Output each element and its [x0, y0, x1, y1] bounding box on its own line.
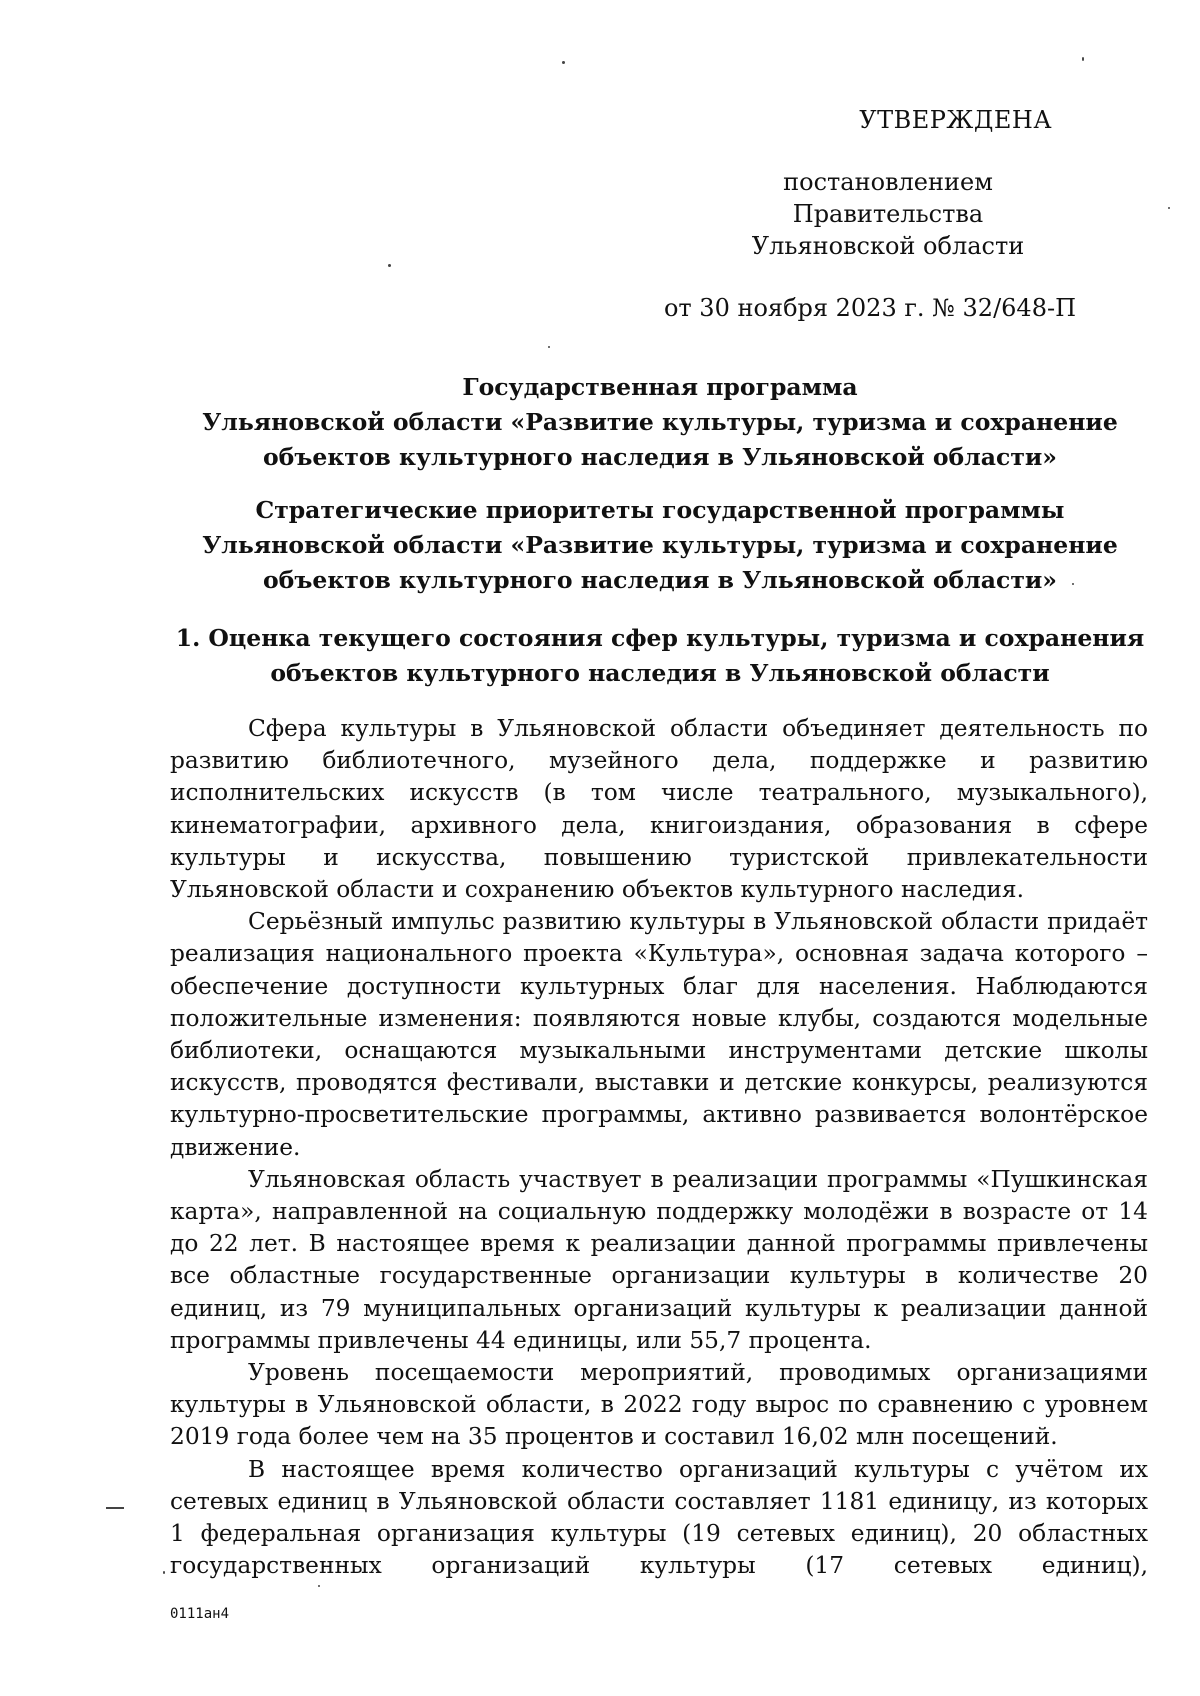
approval-heading: УТВЕРЖДЕНА — [859, 106, 1052, 134]
scan-speck — [318, 1585, 320, 1587]
approval-authority — [698, 166, 1078, 262]
scan-speck — [548, 346, 550, 348]
priorities-heading-line-1: Стратегические приоритеты государственной программы — [255, 496, 1065, 524]
program-title-line-3: объектов культурного наследия в Ульяновской области» — [263, 443, 1057, 471]
priorities-heading-line-2: Ульяновской области «Развитие культуры, туризма и сохранение — [202, 531, 1118, 559]
program-title-line-1: Государственная программа — [462, 373, 858, 401]
paragraph-1: Сфера культуры в Ульяновской области объединяет деятельность по развитию библиотечного, музейного дела, поддержке и развитию исполнительских искусств (в том числе театрального, музыкального), кинематографии, архивного дела, книгоиздания, образования в сфере культуры и искусства, повышению туристской привлекательности Ульяновской области и сохранению объектов культурного наследия. — [170, 715, 1148, 904]
scan-speck — [1082, 57, 1084, 61]
paragraph-4: Уровень посещаемости мероприятий, проводимых организациями культуры в Ульяновской области, в 2022 году вырос по сравнению с уровнем 2019 года более чем на 35 процентов и составил 16,02 млн посещений. — [170, 1359, 1148, 1451]
approval-date-number: от 30 ноября 2023 г. № 32/648-П — [663, 294, 1076, 322]
section-heading — [170, 621, 1150, 691]
scan-speck — [1072, 583, 1074, 585]
section-heading-line-2: объектов культурного наследия в Ульяновской области — [270, 659, 1050, 687]
scan-speck — [562, 61, 565, 64]
program-title-line-2: Ульяновской области «Развитие культуры, туризма и сохранение — [202, 408, 1118, 436]
paragraph-3: Ульяновская область участвует в реализации программы «Пушкинская карта», направленной на социальную поддержку молодёжи в возрасте от 14 до 22 лет. В настоящее время к реализации данной программы привлечены все областные государственные организации культуры в количестве 20 единиц, из 79 муниципальных организаций культуры к реализации данной программы привлечены 44 единицы, или 55,7 процента. — [170, 1165, 1148, 1354]
paragraph-5: В настоящее время количество организаций культуры с учётом их сетевых единиц в Ульяновской области составляет 1181 единицу, из которых 1 федеральная организация культуры (19 сетевых единиц), 20 областных государственных организаций культуры (17 сетевых единиц), — [170, 1455, 1148, 1580]
paragraph-2: Серьёзный импульс развитию культуры в Ульяновской области придаёт реализация национального проекта «Культура», основная задача которого – обеспечение доступности культурных благ для населения. Наблюдаются положительные изменения: появляются новые клубы, создаются модельные библиотеки, оснащаются музыкальными инструментами детские школы искусств, проводятся фестивали, выставки и детские конкурсы, реализуются культурно-просветительские программы, активно развивается волонтёрское движение. — [170, 908, 1148, 1161]
scan-speck — [388, 264, 391, 267]
priorities-heading — [170, 493, 1150, 598]
approval-block — [663, 104, 1076, 324]
program-title — [170, 370, 1150, 475]
approval-authority-line-2: Ульяновской области — [751, 232, 1025, 260]
scan-speck — [106, 1507, 124, 1509]
scan-speck — [163, 1571, 165, 1574]
scan-speck — [1168, 207, 1170, 209]
section-heading-line-1: 1. Оценка текущего состояния сфер культуры, туризма и сохранения — [175, 624, 1145, 652]
priorities-heading-line-3: объектов культурного наследия в Ульяновской области» — [263, 566, 1057, 594]
approval-authority-line-1: постановлением Правительства — [783, 168, 993, 228]
footer-code: 0111ан4 — [170, 1606, 230, 1622]
body-text — [170, 713, 1148, 1582]
